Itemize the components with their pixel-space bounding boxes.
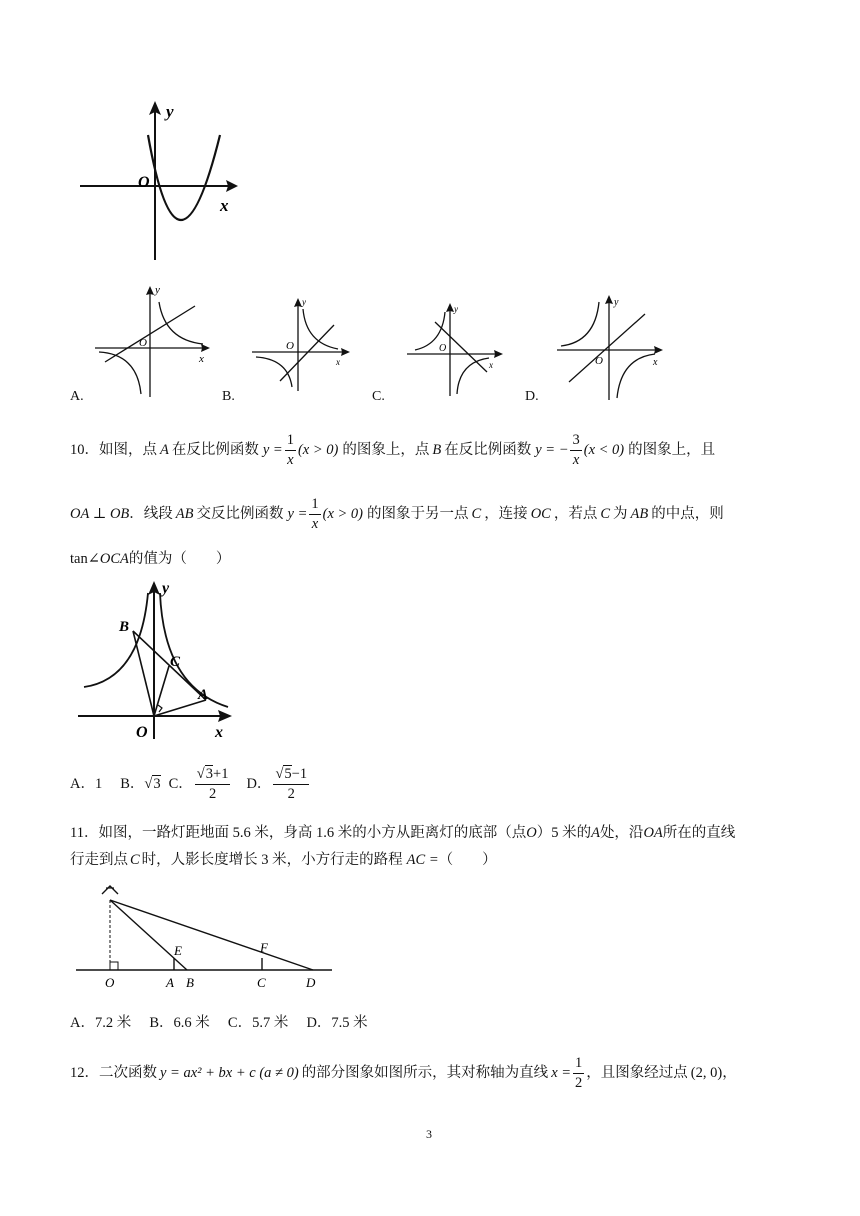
q10-line3: [70, 552, 230, 567]
option-c-graph: [405, 300, 515, 400]
q10-segment-ab2: AB: [630, 505, 649, 522]
q10-text: ，若点: [553, 505, 598, 522]
q12-equation: y = ax² + bx + c (a ≠ 0): [160, 1064, 299, 1081]
q10-frac2: $\frac{3}{x}$: [572, 432, 580, 468]
q10-angle: OCA: [99, 551, 129, 567]
option-a-graph: [95, 282, 215, 402]
q10-options: [70, 762, 311, 806]
q11-text: 处，沿: [599, 825, 644, 841]
q10-fig-b: B: [119, 619, 130, 635]
option-a-y-label: y: [155, 284, 160, 296]
q10-fig-o: O: [136, 724, 148, 741]
q10-option-b: B．: [120, 775, 145, 792]
q12-point: (2, 0): [690, 1064, 723, 1081]
q12-text: ，且图象经过点: [586, 1064, 688, 1081]
q10-fig-a: A: [198, 687, 209, 703]
q11-fig-f: F: [260, 940, 268, 955]
q10-line2: [70, 492, 724, 536]
option-c-y-label: y: [454, 304, 458, 314]
q10-tan: tan∠: [70, 551, 100, 567]
q11-text: ）5 米的: [536, 825, 592, 841]
option-d-origin: O: [595, 355, 603, 367]
q11-fig-o: O: [105, 975, 115, 990]
q11-line1: [70, 826, 735, 841]
q10-eq2: y = −: [535, 441, 569, 458]
q10-eq1: y =: [262, 441, 283, 458]
q10-cond3: (x > 0): [322, 505, 364, 522]
q10-text: 在反比例函数: [171, 441, 259, 458]
option-c-origin: O: [439, 343, 447, 354]
page-number: 3: [426, 1127, 432, 1141]
q10-text: 的图象于另一点: [367, 505, 469, 522]
q10-text: 的图象上，且: [628, 441, 716, 458]
q12-text: 的部分图象如图所示，其对称轴为直线: [301, 1064, 549, 1081]
option-d-x-label: x: [653, 357, 658, 368]
q12-text: 12．二次函数: [70, 1064, 157, 1081]
q11-fig-c: C: [257, 975, 266, 990]
q10-point-a: A: [160, 441, 169, 458]
q12-axis: x =: [551, 1064, 572, 1081]
q10-text: 为: [613, 505, 628, 522]
q10-eq3: y =: [287, 505, 308, 522]
q10-cond1: (x > 0): [297, 441, 339, 458]
q10-frac1: $\frac{1}{x}$: [286, 432, 294, 468]
q10-option-c: C．: [168, 775, 193, 792]
q10-text: 的中点，则: [651, 505, 724, 522]
option-d-y-label: y: [614, 297, 619, 308]
option-b-origin: O: [286, 340, 294, 352]
q10-figure: [78, 575, 253, 745]
option-d-graph: [555, 292, 670, 404]
option-b-letter: B.: [222, 389, 235, 404]
q11-text: 所在的直线: [662, 825, 736, 841]
q10-segment-ab: AB: [175, 505, 194, 522]
q10-option-d: D．: [246, 775, 272, 792]
q10-text: ．线段: [129, 505, 173, 522]
q10-segment-oc: OC: [530, 505, 551, 522]
q10-option-a: A．1: [70, 775, 103, 792]
q10-line1: [70, 428, 715, 472]
q10-fig-y: y: [162, 580, 170, 597]
q11-segment-oa: OA: [643, 825, 663, 841]
q11-text: 时，人影长度增长 3 米，小方行走的路程: [141, 852, 403, 868]
q11-point-c: C: [130, 852, 140, 868]
q10-cond2: (x < 0): [583, 441, 625, 458]
q11-options: A．7.2 米 B．6.6 米 C．5.7 米 D．7.5 米: [70, 1015, 368, 1031]
option-c-letter: C.: [372, 389, 385, 404]
q10-fig-x: x: [215, 724, 223, 741]
q10-option-c-frac: $\frac{√3+1}{2}$: [196, 766, 229, 802]
q10-text: 的值为（ ）: [128, 551, 231, 567]
q10-text: 如图，点: [99, 441, 157, 458]
option-c-x-label: x: [489, 360, 493, 370]
option-b-y-label: y: [302, 297, 306, 307]
q11-fig-d: D: [306, 975, 316, 990]
q10-perp: OA ⊥ OB: [70, 505, 130, 522]
q10-text: 在反比例函数: [444, 441, 532, 458]
q12-line1: [70, 1050, 737, 1096]
q12-text: ，: [722, 1064, 737, 1081]
q10-text: 的图象上，点: [342, 441, 430, 458]
q11-point-a: A: [591, 825, 600, 841]
q10-point-c: C: [471, 505, 482, 522]
q11-fig-a: A: [166, 975, 174, 990]
q10-fig-c: C: [170, 654, 181, 670]
q11-figure: [70, 880, 340, 995]
option-a-origin: O: [139, 337, 147, 349]
q10-text: 交反比例函数: [196, 505, 284, 522]
parabola-figure: [70, 95, 250, 265]
q12-frac: $\frac{1}{2}$: [575, 1055, 583, 1091]
q11-point-o: O: [526, 825, 537, 841]
q10-option-d-frac: $\frac{√5-1}{2}$: [275, 766, 308, 802]
q11-text: （ ）: [438, 852, 497, 868]
q11-line2: [70, 853, 497, 868]
q10-point-b: B: [432, 441, 442, 458]
q11-segment-ac: AC =: [406, 852, 439, 868]
parabola-x-label: x: [220, 196, 229, 215]
q10-text: ，连接: [484, 505, 528, 522]
option-a-x-label: x: [199, 353, 204, 365]
q10-point-c2: C: [600, 505, 611, 522]
q10-option-b-value: √3: [144, 775, 161, 792]
q11-fig-b: B: [186, 975, 194, 990]
option-b-graph: [250, 295, 360, 395]
parabola-y-label: y: [166, 102, 174, 121]
option-a-letter: A.: [70, 389, 84, 404]
q10-number: 10．: [70, 441, 99, 458]
parabola-origin-label: O: [138, 174, 150, 191]
option-b-x-label: x: [336, 357, 340, 367]
q10-frac3: $\frac{1}{x}$: [311, 496, 319, 532]
q11-text: 行走到点: [70, 852, 128, 868]
q11-text: 11．如图，一路灯距地面 5.6 米，身高 1.6 米的小方从距离灯的底部（点: [70, 825, 527, 841]
q11-fig-e: E: [174, 943, 182, 958]
option-d-letter: D.: [525, 389, 539, 404]
